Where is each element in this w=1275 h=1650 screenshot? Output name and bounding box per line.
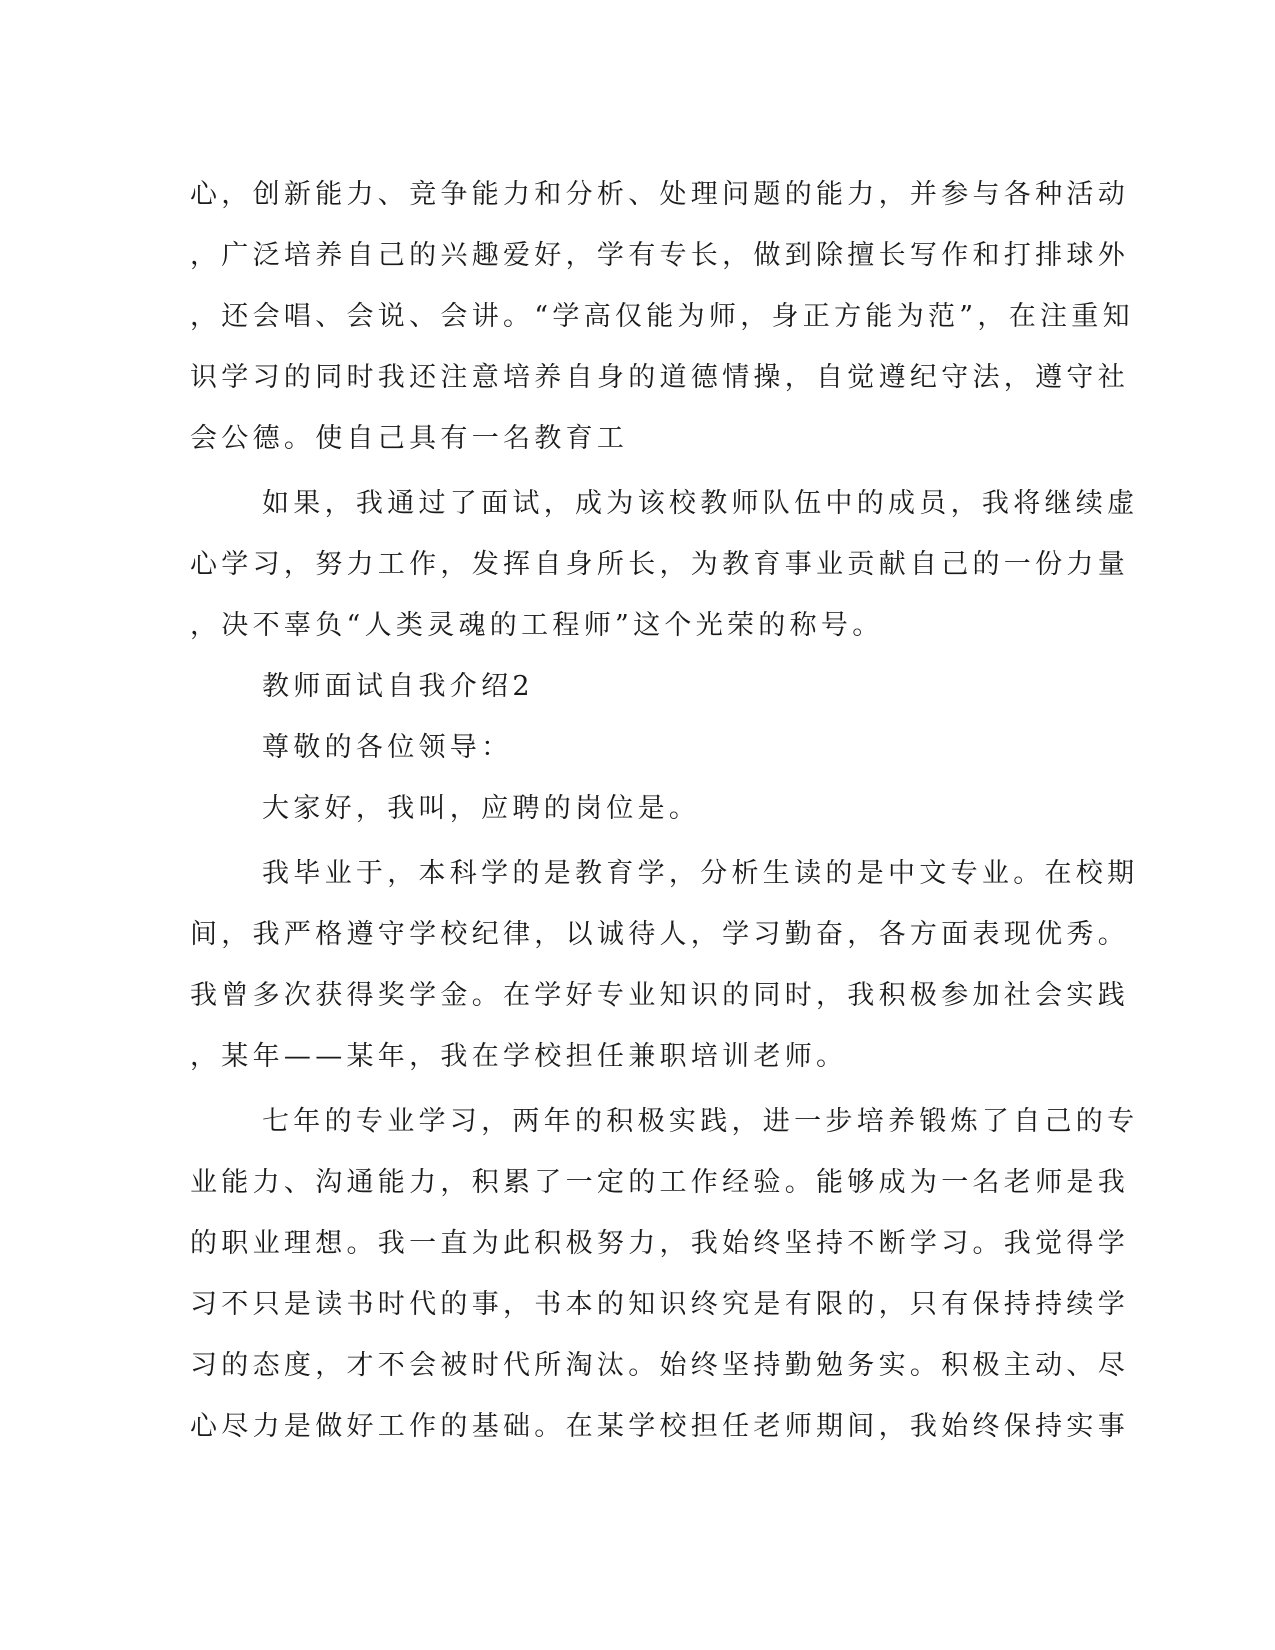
text-line: 识学习的同时我还注意培养自身的道德情操，自觉遵纪守法，遵守社 [190, 362, 1129, 393]
section-heading: 教师面试自我介绍2 [262, 671, 534, 702]
text-line: 的职业理想。我一直为此积极努力，我始终坚持不断学习。我觉得学 [190, 1228, 1129, 1259]
text-line: ，决不辜负“人类灵魂的工程师”这个光荣的称号。 [190, 610, 884, 641]
text-line: 心尽力是做好工作的基础。在某学校担任老师期间，我始终保持实事 [190, 1411, 1129, 1442]
text-line: ，广泛培养自己的兴趣爱好，学有专长，做到除擅长写作和打排球外 [190, 240, 1129, 271]
paragraph-start-line: 七年的专业学习，两年的积极实践，进一步培养锻炼了自己的专 [262, 1106, 1139, 1137]
text-line: 习不只是读书时代的事，书本的知识终究是有限的，只有保持持续学 [190, 1289, 1129, 1320]
text-line: 业能力、沟通能力，积累了一定的工作经验。能够成为一名老师是我 [190, 1167, 1129, 1198]
greeting-line: 大家好，我叫，应聘的岗位是。 [262, 793, 701, 824]
text-line: 心，创新能力、竞争能力和分析、处理问题的能力，并参与各种活动 [190, 179, 1129, 210]
text-line: 会公德。使自己具有一名教育工 [190, 423, 629, 454]
text-line: ，还会唱、会说、会讲。“学高仅能为师，身正方能为范”，在注重知 [190, 301, 1134, 332]
text-line: ，某年——某年，我在学校担任兼职培训老师。 [190, 1041, 848, 1072]
salutation-line: 尊敬的各位领导： [262, 732, 513, 763]
paragraph-start-line: 我毕业于，本科学的是教育学，分析生读的是中文专业。在校期 [262, 858, 1139, 889]
text-line: 心学习，努力工作，发挥自身所长，为教育事业贡献自己的一份力量 [190, 549, 1129, 580]
text-line: 我曾多次获得奖学金。在学好专业知识的同时，我积极参加社会实践 [190, 980, 1129, 1011]
document-body [190, 164, 1139, 1457]
paragraph-start-line: 如果，我通过了面试，成为该校教师队伍中的成员，我将继续虚 [262, 488, 1139, 519]
text-line: 习的态度，才不会被时代所淘汰。始终坚持勤勉务实。积极主动、尽 [190, 1350, 1129, 1381]
text-line: 间，我严格遵守学校纪律，以诚待人，学习勤奋，各方面表现优秀。 [190, 919, 1129, 950]
